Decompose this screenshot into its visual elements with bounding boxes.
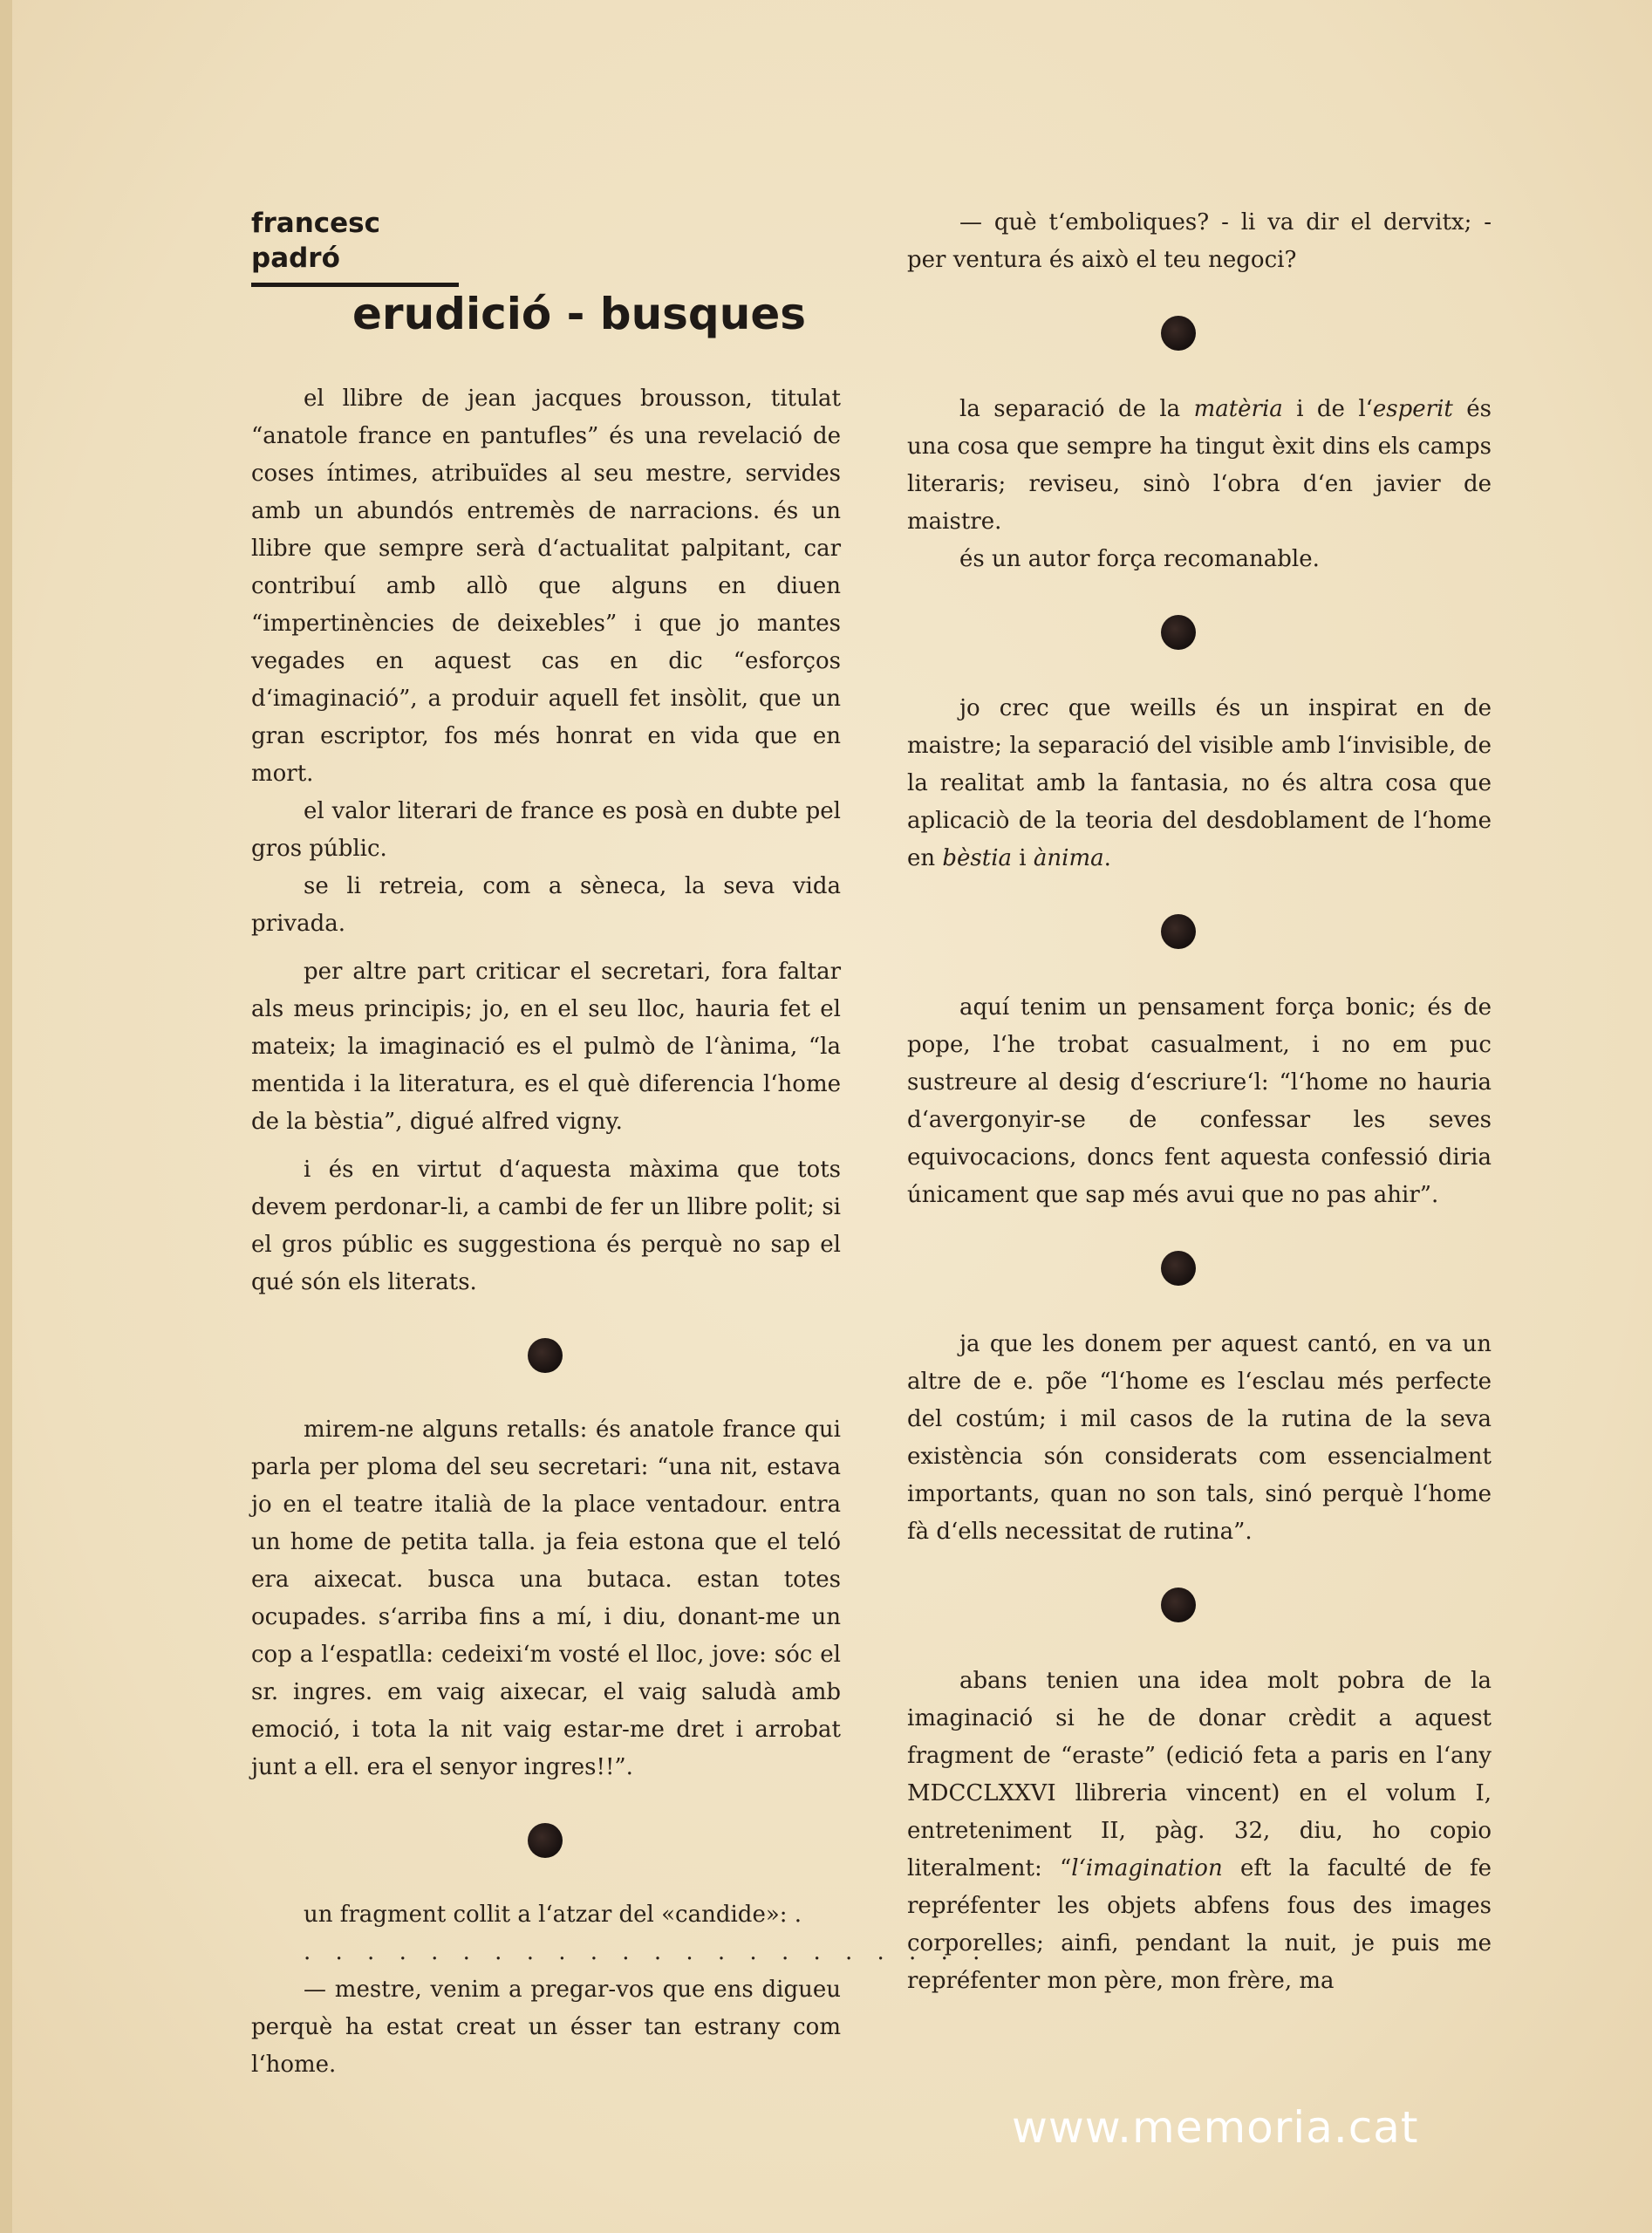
italic-term: matèria	[1193, 396, 1283, 422]
paragraph: és un autor força recomanable.	[959, 546, 1320, 572]
left-column	[251, 380, 989, 2084]
italic-term: l‘imagination	[1071, 1855, 1223, 1881]
bullet-ornament	[528, 1338, 563, 1373]
section-divider	[907, 1551, 1492, 1663]
paragraph: per altre part criticar el secretari, fora faltar als meus principis; jo, en el seu lloc, hauria fet el mateix; la imaginació es el pulmò de l‘ànima, “la mentida i la literatura, es el què diferencia l‘home de la bèstia”, digué alfred vigny.	[251, 959, 841, 1135]
spacer	[251, 1141, 841, 1151]
bullet-ornament	[1161, 1588, 1196, 1622]
paragraph: ja que les donem per aquest cantó, en va un altre de e. põe “l‘home es l‘esclau més perfecte del costúm; i mil casos de la rutina de la seva existència són considerats com essencialment importants, quan no son tals, sinó perquè l‘home fà d‘ells necessitat de rutina”.	[907, 1331, 1492, 1545]
paragraph: mirem-ne alguns retalls: és anatole france qui parla per ploma del seu secretari: “una nit, estava jo en el teatre italià de la place ventadour. entra un home de petita talla. ja feia estona que el teló era aixecat. busca una butaca. estan totes ocupades. s‘arriba fins a mí, i diu, donant-me un cop a l‘espatlla: cedeixi‘m vosté el lloc, jove: sóc el sr. ingres. em vaig aixecar, el vaig saludà amb emoció, i tota la nit vaig estar-me dret i arrobat junt a ell. era el senyor ingres!!”.	[251, 1417, 841, 1780]
paper-edge	[0, 0, 12, 2233]
paragraph: se li retreia, com a sèneca, la seva vida privada.	[251, 873, 841, 937]
italic-term: esperit	[1372, 396, 1453, 422]
text-run: i de l‘	[1282, 396, 1373, 422]
paragraph: un fragment collit a l‘atzar del «candide»: .	[304, 1902, 802, 1928]
text-run: abans tenien una idea molt pobra de la imaginació si he de donar crèdit a aquest fragment de “eraste” (edició feta a paris en l‘any MDCCLXXVI llibreria vincent) en el volum I, entreteniment II, pàg. 32, diu, ho copio literalment: “	[907, 1668, 1492, 1881]
bullet-ornament	[1161, 316, 1196, 351]
author-block	[251, 206, 461, 287]
bullet-ornament	[1161, 615, 1196, 650]
paragraph: — què t‘emboliques? - li va dir el dervitx; - per ventura és això el teu negoci?	[907, 209, 1492, 273]
paragraph: i és en virtut d‘aquesta màxima que tots devem perdonar-li, a cambi de fer un llibre polit; si el gros públic es suggestiona és perquè no sap el qué són els literats.	[251, 1157, 841, 1295]
paragraph	[907, 391, 1492, 541]
text-run: és una cosa que sempre ha tingut èxit dins els camps literaris; reviseu, sinò l‘obra d‘en javier de maistre.	[907, 396, 1492, 535]
italic-term: ànima	[1033, 845, 1104, 871]
author-underline	[251, 283, 459, 287]
text-run: .	[1103, 845, 1111, 871]
text-run: i	[1012, 845, 1034, 871]
ellipsis-line: . . . . . . . . . . . . . . . . . . . . . .	[304, 1939, 989, 1965]
section-divider	[907, 1214, 1492, 1326]
article-title: erudició - busques	[352, 289, 806, 339]
paragraph: el valor literari de france es posà en dubte pel gros públic.	[251, 798, 841, 862]
section-divider	[251, 1301, 841, 1411]
section-divider	[907, 279, 1492, 391]
spacer	[251, 943, 841, 953]
author-name: francesc padró	[251, 208, 380, 274]
right-column	[907, 204, 1492, 2000]
text-run: la separació de la	[959, 396, 1194, 422]
paragraph: aquí tenim un pensament força bonic; és de pope, l‘he trobat casualment, i no em puc sustreure al desig d‘escriure‘l: “l‘home no hauria d‘avergonyir-se de confessar les seves equivocacions, doncs fent aquesta confessió diria únicament que sap més avui que no pas ahir”.	[907, 994, 1492, 1208]
watermark: www.memoria.cat	[1012, 2102, 1419, 2153]
section-divider	[907, 877, 1492, 989]
section-divider	[907, 578, 1492, 690]
section-divider	[251, 1786, 841, 1896]
bullet-ornament	[1161, 1251, 1196, 1286]
paragraph: — mestre, venim a pregar-vos que ens digueu perquè ha estat creat un ésser tan estrany com l‘home.	[251, 1977, 841, 2078]
paragraph: el llibre de jean jacques brousson, titulat “anatole france en pantufles” és una revelació de coses íntimes, atribuïdes al seu mestre, servides amb un abundós entremès de narracions. és un llibre que sempre serà d‘actualitat palpitant, car contribuí amb allò que alguns en diuen “impertinències de deixebles” i que jo mantes vegades en aquest cas en dic “esforços d‘imaginació”, a produir aquell fet insòlit, que un gran escriptor, fos més honrat en vida que en mort.	[251, 386, 841, 787]
bullet-ornament	[1161, 914, 1196, 949]
text-run: jo crec que weills és un inspirat en de maistre; la separació del visible amb l‘invisible, de la realitat amb la fantasia, no és altra cosa que aplicaciò de la teoria del desdoblament de l‘home en	[907, 695, 1492, 871]
paragraph	[907, 690, 1492, 877]
italic-term: bèstia	[942, 845, 1013, 871]
paragraph	[907, 1663, 1492, 2000]
text-run: eft la faculté de fe repréfenter les objets abfens fous des images corporelles; ainfi, pendant la nuit, je puis me repréfenter mon père, mon frère, ma	[907, 1855, 1492, 1994]
bullet-ornament	[528, 1823, 563, 1858]
